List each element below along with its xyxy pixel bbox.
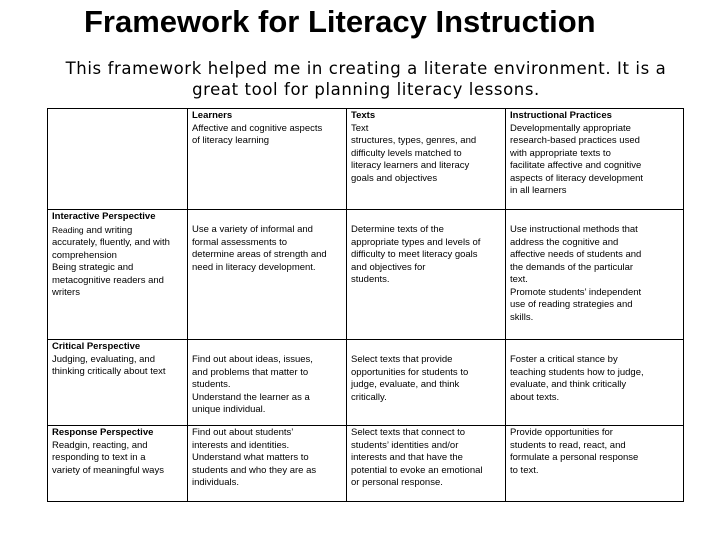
perspective-desc-line: Judging, evaluating, and <box>52 353 155 365</box>
practices-cell <box>506 340 684 426</box>
header-learners-line: Affective and cognitive aspects <box>192 122 323 134</box>
cell-line: to text. <box>510 464 539 476</box>
cell-line: Find out about ideas, issues, <box>192 354 313 365</box>
header-texts-heading: Texts <box>351 110 376 121</box>
perspective-desc-line: writers <box>52 287 80 298</box>
header-texts-line: literacy learners and literacy <box>351 160 470 171</box>
cell-line: or personal response. <box>351 477 443 488</box>
cell-line: affective needs of students and <box>510 249 642 260</box>
cell-line: text. <box>510 274 528 285</box>
page-subtitle: This framework helped me in creating a literate environment. It is a great tool for planning literacy lessons. <box>65 59 667 99</box>
header-practices-line: aspects of literacy development <box>510 172 644 184</box>
cell-line: Determine texts of the <box>351 224 444 235</box>
cell-line: interests and that have the <box>351 452 463 463</box>
header-practices-line: with appropriate texts to <box>510 147 611 159</box>
cell-line: Use a variety of informal and <box>192 224 313 235</box>
learners-cell <box>188 340 347 426</box>
header-texts-cell <box>347 109 506 210</box>
cell-line: formulate a personal response <box>510 452 639 463</box>
table-header-row <box>48 109 684 210</box>
perspective-cell <box>48 210 188 340</box>
header-practices-line: research-based practices used <box>510 135 640 146</box>
perspective-desc-line: accurately, fluently, and with <box>52 237 170 248</box>
perspective-desc-line: Readgin, reacting, and <box>52 439 148 451</box>
cell-line: Understand the learner as a <box>192 391 310 403</box>
cell-line: Select texts that connect to <box>351 427 466 438</box>
perspective-desc-text: and writing <box>83 224 133 236</box>
cell-line: students’ identities and/or <box>351 439 459 451</box>
header-empty-cell <box>48 109 188 210</box>
perspective-desc-line: metacognitive readers and <box>52 274 164 286</box>
perspective-heading: Interactive Perspective <box>52 211 156 222</box>
cell-line: potential to evoke an emotional <box>351 464 483 476</box>
cell-line: use of reading strategies and <box>510 299 633 310</box>
cell-line: opportunities for students to <box>351 366 469 378</box>
cell-line: unique individual. <box>192 404 266 415</box>
cell-line: interests and identities. <box>192 439 290 451</box>
cell-line: Understand what matters to <box>192 452 309 463</box>
table-row-interactive <box>48 210 684 340</box>
cell-line: teaching students how to judge, <box>510 366 644 378</box>
perspective-cell <box>48 426 188 502</box>
cell-line: need in literacy development. <box>192 261 316 273</box>
perspective-desc-line: responding to text in a <box>52 452 146 463</box>
perspective-desc-small: Reading <box>52 224 84 235</box>
table-row-critical <box>48 340 684 426</box>
perspective-cell <box>48 340 188 426</box>
cell-line: individuals. <box>192 477 239 488</box>
header-practices-line: Developmentally appropriate <box>510 122 631 134</box>
perspective-heading: Response Perspective <box>52 427 154 438</box>
cell-line: formal assessments to <box>192 236 288 248</box>
cell-line: and objectives for <box>351 261 426 273</box>
cell-line: students to read, react, and <box>510 439 626 451</box>
cell-line: students. <box>192 379 231 390</box>
cell-line: judge, evaluate, and think <box>351 379 460 390</box>
texts-cell <box>347 210 506 340</box>
cell-line: Select texts that provide <box>351 354 453 365</box>
header-practices-heading: Instructional Practices <box>510 110 612 121</box>
perspective-heading: Critical Perspective <box>52 341 141 352</box>
practices-cell <box>506 210 684 340</box>
header-learners-line: of literacy learning <box>192 135 270 146</box>
perspective-desc-line: thinking critically about text <box>52 366 166 377</box>
cell-line: students and who they are as <box>192 464 317 476</box>
learners-cell <box>188 210 347 340</box>
cell-line: skills. <box>510 311 534 323</box>
learners-cell <box>188 426 347 502</box>
cell-line: appropriate types and levels of <box>351 236 481 248</box>
cell-line: the demands of the particular <box>510 261 634 273</box>
header-practices-cell <box>506 109 684 210</box>
header-practices-line: facilitate affective and cognitive <box>510 160 642 171</box>
perspective-desc-line <box>52 224 183 238</box>
cell-line: Find out about students’ <box>192 427 294 438</box>
cell-line: address the cognitive and <box>510 236 619 248</box>
cell-line: Use instructional methods that <box>510 224 638 235</box>
header-practices-line: in all learners <box>510 185 567 196</box>
cell-line: determine areas of strength and <box>192 249 327 260</box>
practices-cell <box>506 426 684 502</box>
cell-line: Promote students’ independent <box>510 286 642 298</box>
cell-line: difficulty to meet literacy goals <box>351 249 478 260</box>
perspective-desc-line: Being strategic and <box>52 262 134 273</box>
cell-line: evaluate, and think critically <box>510 379 627 390</box>
perspective-desc-line: variety of meaningful ways <box>52 464 164 476</box>
table-row-response <box>48 426 684 502</box>
header-texts-line: goals and objectives <box>351 172 438 184</box>
header-texts-line: structures, types, genres, and <box>351 135 477 146</box>
cell-line: Foster a critical stance by <box>510 354 618 365</box>
cell-line: about texts. <box>510 391 560 403</box>
cell-line: Provide opportunities for <box>510 427 613 438</box>
cell-line: critically. <box>351 391 387 403</box>
header-texts-line: Text <box>351 122 369 134</box>
header-texts-line: difficulty levels matched to <box>351 147 462 159</box>
header-learners-heading: Learners <box>192 110 233 121</box>
perspective-desc-line: comprehension <box>52 249 117 261</box>
cell-line: students. <box>351 274 390 285</box>
page-title: Framework for Literacy Instruction <box>84 4 596 39</box>
header-learners-cell <box>188 109 347 210</box>
framework-table <box>47 108 684 502</box>
texts-cell <box>347 426 506 502</box>
texts-cell <box>347 340 506 426</box>
cell-line: and problems that matter to <box>192 366 309 378</box>
